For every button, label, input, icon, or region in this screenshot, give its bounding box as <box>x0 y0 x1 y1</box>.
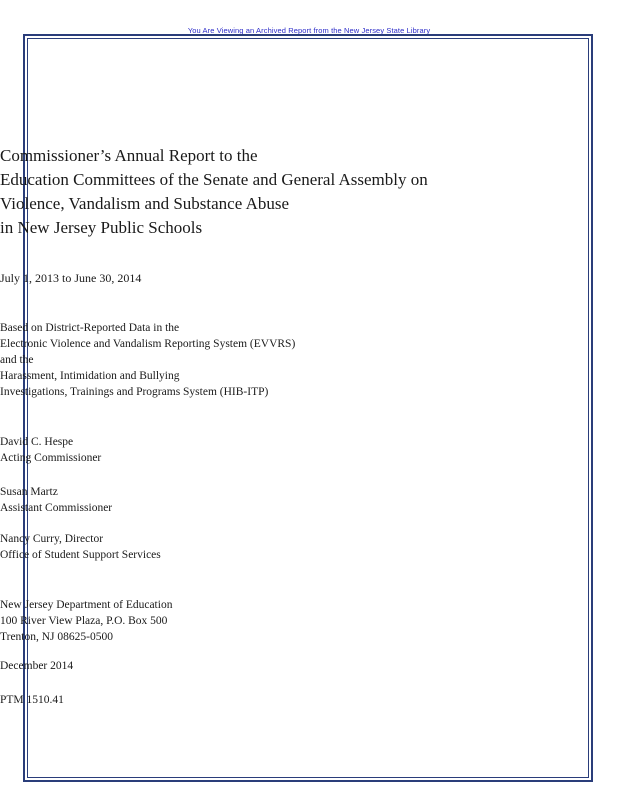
official-title: Acting Commissioner <box>0 452 102 464</box>
report-title <box>0 144 618 240</box>
title-line: Commissioner’s Annual Report to the <box>0 146 258 165</box>
address-line: 100 River View Plaza, P.O. Box 500 <box>0 615 168 627</box>
basis-line: Based on District-Reported Data in the <box>0 322 180 334</box>
title-line: Violence, Vandalism and Substance Abuse <box>0 194 290 213</box>
data-source-statement <box>0 320 618 400</box>
title-line: in New Jersey Public Schools <box>0 218 203 237</box>
basis-line: Harassment, Intimidation and Bullying <box>0 370 180 382</box>
official-block <box>0 484 618 516</box>
address-line: New Jersey Department of Education <box>0 599 173 611</box>
official-block <box>0 531 618 563</box>
official-title: Office of Student Support Services <box>0 549 161 561</box>
title-line: Education Committees of the Senate and General Assembly on <box>0 170 428 189</box>
official-name: Susan Martz <box>0 486 58 498</box>
basis-line: Electronic Violence and Vandalism Reporting System (EVVRS) <box>0 338 296 350</box>
official-name: Nancy Curry, Director <box>0 533 104 545</box>
department-address <box>0 597 618 645</box>
basis-line: and the <box>0 354 34 366</box>
official-title: Assistant Commissioner <box>0 502 113 514</box>
document-number: PTM 1510.41 <box>0 694 64 706</box>
basis-line: Investigations, Trainings and Programs System (HIB-ITP) <box>0 386 269 398</box>
official-name: David C. Hespe <box>0 436 74 448</box>
publication-date: December 2014 <box>0 660 74 672</box>
archive-banner: You Are Viewing an Archived Report from the New Jersey State Library <box>187 26 431 35</box>
address-line: Trenton, NJ 08625-0500 <box>0 631 113 643</box>
official-block <box>0 434 618 466</box>
report-period: July 1, 2013 to June 30, 2014 <box>0 271 142 285</box>
